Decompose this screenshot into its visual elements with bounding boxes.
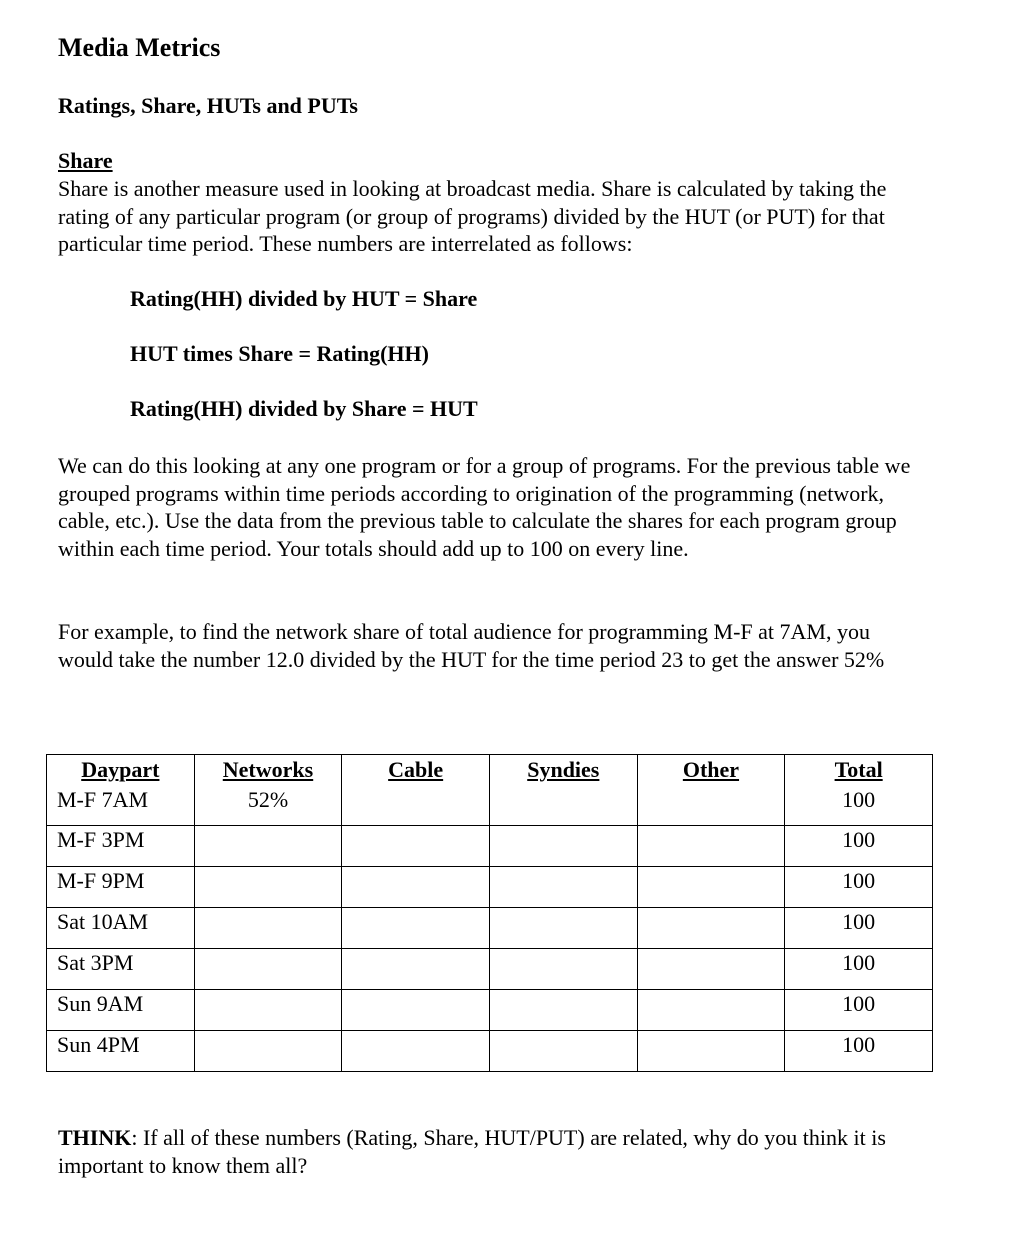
- cable-cell[interactable]: [342, 949, 490, 990]
- table-row: [47, 1031, 933, 1072]
- other-cell[interactable]: [637, 990, 785, 1031]
- other-cell[interactable]: [637, 949, 785, 990]
- total-cell: 100: [785, 908, 933, 949]
- other-cell[interactable]: [637, 1031, 785, 1072]
- syndies-cell[interactable]: [489, 908, 637, 949]
- syndies-cell[interactable]: [489, 826, 637, 867]
- daypart-cell: M-F 3PM: [47, 826, 195, 867]
- cable-cell[interactable]: [342, 908, 490, 949]
- header-cable: Cable: [342, 755, 490, 786]
- daypart-cell: M-F 7AM: [47, 785, 195, 826]
- formula-rating: HUT times Share = Rating(HH): [130, 341, 429, 366]
- cable-cell[interactable]: [342, 826, 490, 867]
- cable-cell[interactable]: [342, 1031, 490, 1072]
- networks-cell[interactable]: 52%: [194, 785, 342, 826]
- networks-cell[interactable]: [194, 826, 342, 867]
- daypart-cell: Sun 9AM: [47, 990, 195, 1031]
- daypart-cell: Sat 10AM: [47, 908, 195, 949]
- table-row: [47, 908, 933, 949]
- header-other: Other: [637, 755, 785, 786]
- syndies-cell[interactable]: [489, 990, 637, 1031]
- total-cell: 100: [785, 867, 933, 908]
- header-networks: Networks: [194, 755, 342, 786]
- syndies-cell[interactable]: [489, 785, 637, 826]
- daypart-cell: Sat 3PM: [47, 949, 195, 990]
- share-table: [46, 754, 933, 1072]
- daypart-cell: M-F 9PM: [47, 867, 195, 908]
- table-row: [47, 949, 933, 990]
- instructions-paragraph: We can do this looking at any one program or for a group of programs. For the previous table we grouped programs within time periods according to origination of the programming (network, cable, etc.). Use the data from the previous table to calculate the shares for each program group within each time period. Your totals should add up to 100 on every line.: [58, 453, 911, 561]
- networks-cell[interactable]: [194, 949, 342, 990]
- think-label: THINK: [58, 1125, 132, 1150]
- total-cell: 100: [785, 990, 933, 1031]
- page-subtitle: Ratings, Share, HUTs and PUTs: [58, 93, 358, 118]
- syndies-cell[interactable]: [489, 949, 637, 990]
- networks-cell[interactable]: [194, 990, 342, 1031]
- networks-cell[interactable]: [194, 1031, 342, 1072]
- total-cell: 100: [785, 785, 933, 826]
- cable-cell[interactable]: [342, 990, 490, 1031]
- example-paragraph: For example, to find the network share of total audience for programming M-F at 7AM, you would take the number 12.0 divided by the HUT for the time period 23 to get the answer 52%: [58, 619, 885, 672]
- other-cell[interactable]: [637, 785, 785, 826]
- header-total: Total: [785, 755, 933, 786]
- syndies-cell[interactable]: [489, 867, 637, 908]
- intro-paragraph: Share is another measure used in looking at broadcast media. Share is calculated by taking the rating of any particular program (or group of programs) divided by the HUT (or PUT) for that particular time period. These numbers are interrelated as follows:: [58, 176, 887, 256]
- header-syndies: Syndies: [489, 755, 637, 786]
- total-cell: 100: [785, 949, 933, 990]
- formula-share: Rating(HH) divided by HUT = Share: [130, 286, 478, 311]
- table-row: [47, 826, 933, 867]
- table-header-row: [47, 755, 933, 786]
- think-text: : If all of these numbers (Rating, Share, HUT/PUT) are related, why do you think it is important to know them all?: [58, 1125, 886, 1178]
- section-heading-share: Share: [58, 148, 113, 173]
- other-cell[interactable]: [637, 826, 785, 867]
- formula-hut: Rating(HH) divided by Share = HUT: [130, 396, 478, 421]
- syndies-cell[interactable]: [489, 1031, 637, 1072]
- other-cell[interactable]: [637, 908, 785, 949]
- cable-cell[interactable]: [342, 785, 490, 826]
- total-cell: 100: [785, 826, 933, 867]
- cable-cell[interactable]: [342, 867, 490, 908]
- table-row: [47, 867, 933, 908]
- table-row: [47, 785, 933, 826]
- think-question: [58, 1124, 938, 1180]
- other-cell[interactable]: [637, 867, 785, 908]
- networks-cell[interactable]: [194, 867, 342, 908]
- total-cell: 100: [785, 1031, 933, 1072]
- header-daypart: Daypart: [47, 755, 195, 786]
- daypart-cell: Sun 4PM: [47, 1031, 195, 1072]
- table-row: [47, 990, 933, 1031]
- networks-cell[interactable]: [194, 908, 342, 949]
- page-title: Media Metrics: [58, 33, 221, 62]
